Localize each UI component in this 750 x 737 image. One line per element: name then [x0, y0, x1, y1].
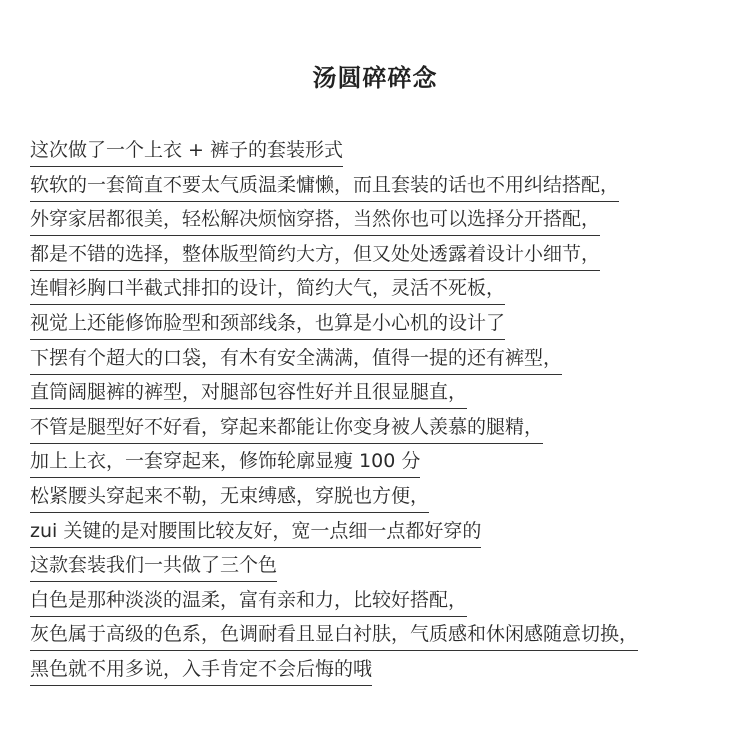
- text-line-content: 下摆有个超大的口袋，有木有安全满满，值得一提的还有裤型，: [30, 344, 562, 375]
- text-line-content: 这款套装我们一共做了三个色: [30, 551, 277, 582]
- text-line-content: 都是不错的选择，整体版型简约大方，但又处处透露着设计小细节，: [30, 240, 600, 271]
- text-line: [30, 378, 750, 413]
- text-line: [30, 517, 750, 552]
- text-line: [30, 274, 750, 309]
- text-line: [30, 447, 750, 482]
- text-line: [30, 240, 750, 275]
- text-line-content: 黑色就不用多说，入手肯定不会后悔的哦: [30, 655, 372, 686]
- text-line-content: 白色是那种淡淡的温柔，富有亲和力，比较好搭配，: [30, 586, 467, 617]
- text-line-content: 外穿家居都很美，轻松解决烦恼穿搭，当然你也可以选择分开搭配，: [30, 205, 600, 236]
- text-line-content: zui 关键的是对腰围比较友好，宽一点细一点都好穿的: [30, 517, 481, 548]
- text-line: [30, 344, 750, 379]
- text-line-content: 连帽衫胸口半截式排扣的设计，简约大气，灵活不死板，: [30, 274, 505, 305]
- text-line-content: 这次做了一个上衣 + 裤子的套装形式: [30, 136, 343, 167]
- text-line-content: 加上上衣，一套穿起来，修饰轮廓显瘦 100 分: [30, 447, 420, 478]
- article-body: [30, 136, 750, 690]
- text-line: [30, 309, 750, 344]
- text-line: [30, 413, 750, 448]
- text-line-content: 软软的一套简直不要太气质温柔慵懒，而且套装的话也不用纠结搭配，: [30, 171, 619, 202]
- text-line: [30, 655, 750, 690]
- text-line: [30, 482, 750, 517]
- text-line: [30, 171, 750, 206]
- text-line: [30, 205, 750, 240]
- text-line: [30, 551, 750, 586]
- article-title: 汤圆碎碎念: [312, 64, 438, 92]
- text-line-content: 直筒阔腿裤的裤型，对腿部包容性好并且很显腿直，: [30, 378, 467, 409]
- text-line: [30, 620, 750, 655]
- text-line-content: 视觉上还能修饰脸型和颈部线条，也算是小心机的设计了: [30, 309, 505, 340]
- text-line: [30, 136, 750, 171]
- text-line: [30, 586, 750, 621]
- text-line-content: 不管是腿型好不好看，穿起来都能让你变身被人羡慕的腿精，: [30, 413, 543, 444]
- text-line-content: 松紧腰头穿起来不勒，无束缚感，穿脱也方便，: [30, 482, 429, 513]
- text-line-content: 灰色属于高级的色系，色调耐看且显白衬肤，气质感和休闲感随意切换，: [30, 620, 638, 651]
